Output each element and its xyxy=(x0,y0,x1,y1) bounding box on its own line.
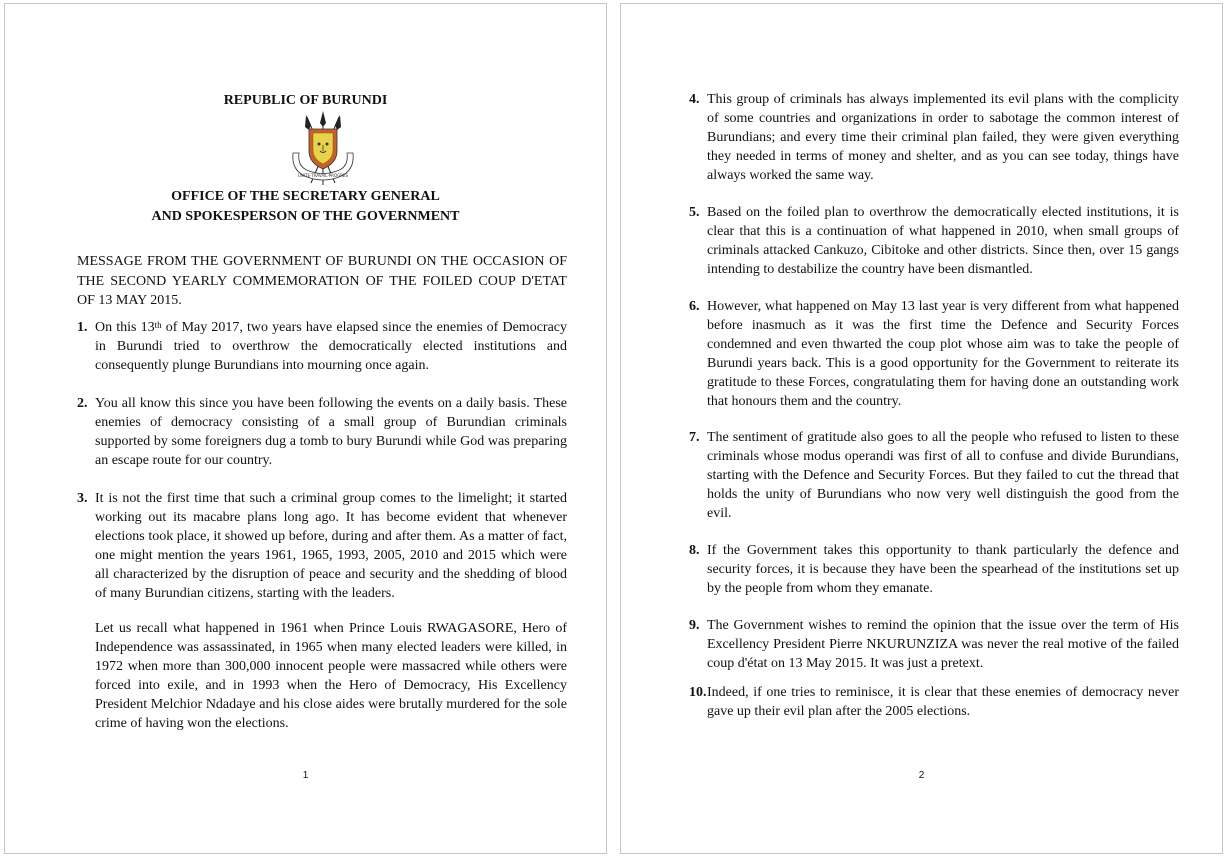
list-item-6 xyxy=(689,298,1179,411)
page-number: 2 xyxy=(918,770,925,781)
republic-title: REPUBLIC OF BURUNDI xyxy=(223,93,388,108)
office-heading-line-1: OFFICE OF THE SECRETARY GENERAL xyxy=(171,189,440,204)
item-text xyxy=(95,319,567,376)
item-text: Let us recall what happened in 1961 when Prince Louis RWAGASORE, Hero of Independence was assassinated, in 1965 when many elected leaders were killed, in 1972 when more than 300,000 innocent people were massacred while others were forced into exile, and in 1993 when the Hero of Democracy, His Excellency President Melchior Ndadaye and his close aides were brutally murdered for the sole crime of having won the elections. xyxy=(95,621,567,731)
item-number: 5. xyxy=(689,205,700,220)
item-number: 10. xyxy=(689,685,707,700)
document-page-1 xyxy=(4,3,607,854)
item-text: If the Government takes this opportunity to thank particularly the defence and security forces, it is because they have been the spearhead of the institutions set up by the people from whom they emanate. xyxy=(707,543,1179,596)
item-text: Based on the foiled plan to overthrow the democratically elected institutions, it is clear that this is a continuation of what happened in 2010, when small groups of criminals attacked Cankuzo, Cibitoke and other districts. Since then, over 15 gangs intending to destabilize the country have been dismantled. xyxy=(707,205,1179,277)
list-item-5 xyxy=(689,204,1179,280)
item-text: Indeed, if one tries to reminisce, it is clear that these enemies of democracy never gave up their evil plan after the 2005 elections. xyxy=(707,685,1179,719)
item-number: 2. xyxy=(77,396,88,411)
list-item-10 xyxy=(689,684,1179,722)
office-heading xyxy=(5,187,606,226)
item-text: It is not the first time that such a criminal group comes to the limelight; it started working out its macabre plans long ago. It has become evident that whenever elections took place, it showed up before, during and after them. As a matter of fact, one might mention the years 1961, 1965, 1993, 2005, 2010 and 2015 which were all characterized by the disruption of peace and security and the shedding of blood of many Burundian citizens, starting with the leaders. xyxy=(95,491,567,601)
page-number: 1 xyxy=(302,770,309,781)
superscript-th: th xyxy=(154,320,162,330)
item-number: 4. xyxy=(689,92,700,107)
list-item-2 xyxy=(77,395,567,471)
item-text-part: of May 2017, two years have elapsed since the enemies of Democracy in Burundi tried to overthrow the democratically elected institutions and consequently plunge Burundians into mourning once again. xyxy=(95,320,568,373)
item-text-part: On this 13 xyxy=(95,320,155,335)
list-item-3 xyxy=(77,490,567,603)
list-item-4 xyxy=(689,91,1179,186)
list-item-8 xyxy=(689,542,1179,599)
item-text: However, what happened on May 13 last year is very different from what happened before inasmuch as it was the first time the Defence and Security Forces condemned and even thwarted the coup plot whose aim was to take the people of Burundi years back. This is a good opportunity for the Government to reiterate its gratitude to these Forces, congratulating them for having done an outstanding work that honours them and the country. xyxy=(707,299,1179,409)
message-title: MESSAGE FROM THE GOVERNMENT OF BURUNDI ON THE OCCASION OF THE SECOND YEARLY COMMEMORATION OF THE FOILED COUP D'ETAT OF 13 MAY 2015. xyxy=(77,254,567,308)
item-number: 1. xyxy=(77,320,88,335)
list-item-3-continuation xyxy=(77,620,567,733)
item-number: 8. xyxy=(689,543,700,558)
list-item-1 xyxy=(77,319,567,376)
document-page-2 xyxy=(620,3,1223,854)
item-number: 6. xyxy=(689,299,700,314)
list-item-7 xyxy=(689,429,1179,524)
item-text: The Government wishes to remind the opinion that the issue over the term of His Excellency President Pierre NKURUNZIZA was never the real motive of the failed coup d'état on 13 May 2015. It was just a pretext. xyxy=(707,618,1179,671)
list-item-9 xyxy=(689,617,1179,674)
item-number: 7. xyxy=(689,430,700,445)
item-text: The sentiment of gratitude also goes to all the people who refused to listen to these criminals whose modus operandi was first of all to confuse and divide Burundians, starting with the Defence and Security Forces. But they failed to cut the thread that holds the unity of Burundians who now very well distinguish the good from the evil. xyxy=(707,430,1179,521)
burundi-coat-of-arms-icon xyxy=(287,111,359,187)
office-heading-line-2: AND SPOKESPERSON OF THE GOVERNMENT xyxy=(151,208,460,224)
item-text: You all know this since you have been following the events on a daily basis. These enemies of democracy consisting of a small group of Burundian criminals supported by some foreigners dug a tomb to bury Burundi while God was preparing an escape route for our country. xyxy=(95,396,567,468)
item-number: 3. xyxy=(77,491,88,506)
svg-text:UNITE·TRAVAIL·PROGRES: UNITE·TRAVAIL·PROGRES xyxy=(297,173,349,178)
item-number: 9. xyxy=(689,618,700,633)
item-text: This group of criminals has always implemented its evil plans with the complicity of some countries and organizations in order to sabotage the common interest of Burundians; and every time their criminal plan failed, they were given everything they needed in terms of money and shelter, and as you can see today, things have always worked the same way. xyxy=(707,92,1179,183)
